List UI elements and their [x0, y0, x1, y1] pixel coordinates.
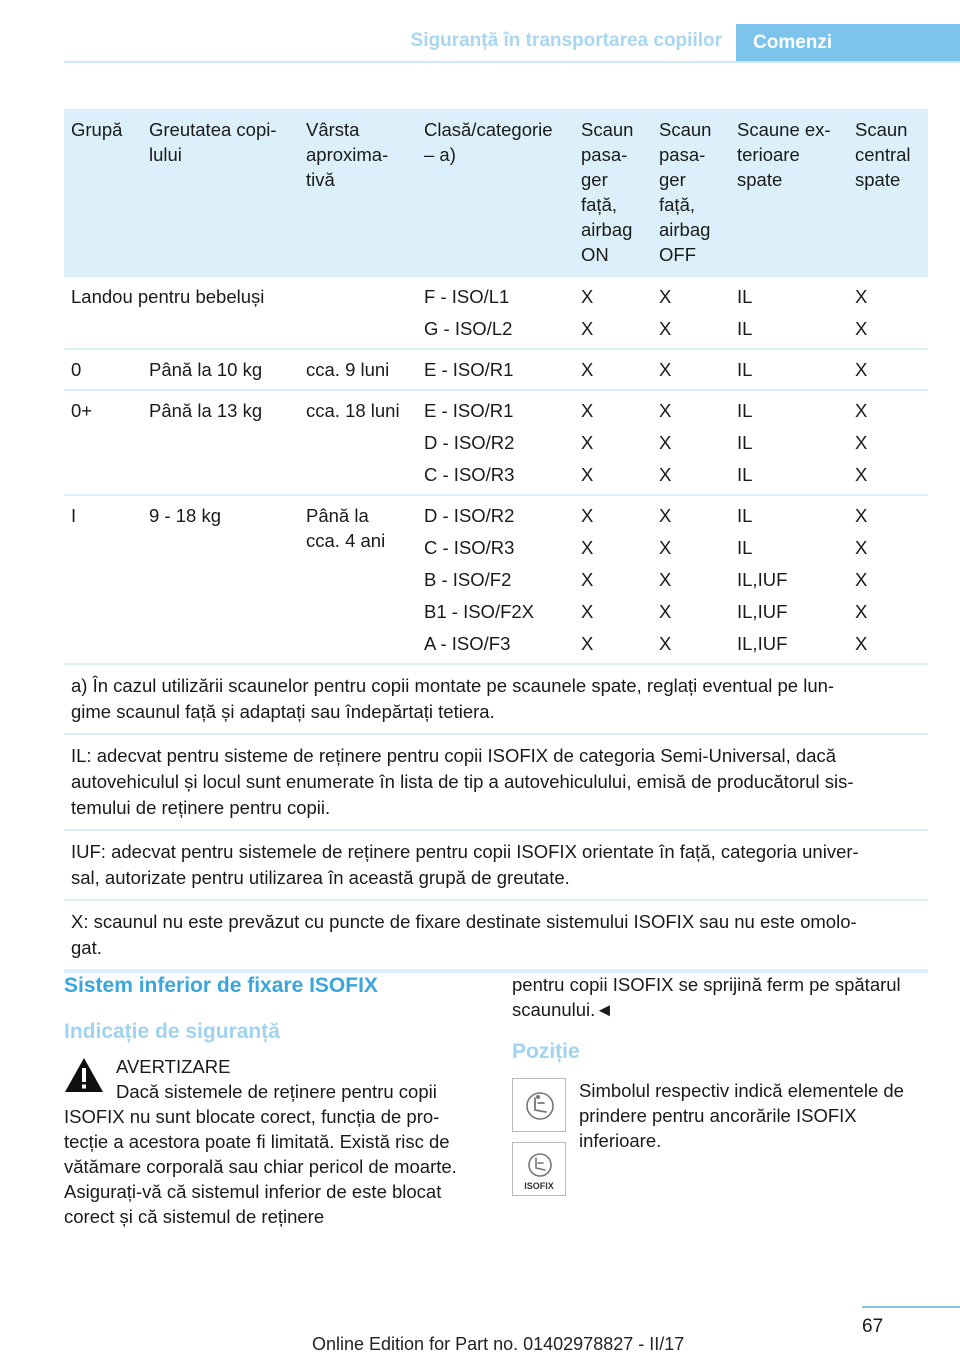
cell-line: E - ISO/R1	[424, 400, 514, 421]
cell-line: F - ISO/L1	[424, 286, 510, 307]
cell-line: X	[855, 286, 868, 307]
position-heading: Poziție	[512, 1040, 580, 1063]
cell-line: X	[659, 569, 672, 590]
isofix-table	[64, 109, 928, 973]
cell-line: D - ISO/R2	[424, 505, 515, 526]
warning-triangle-icon	[64, 1057, 104, 1093]
table-row	[64, 390, 928, 495]
warning-text: Dacă sistemele de reținere pentru copii ISOFIX nu sunt blocate corect, funcția de pro-tecție a acestora poate fi limitată. Există risc de vătămare corporală sau chiar pericol de moarte. Asigurați-vă că sistemul inferior de este blocat corect și că sistemul de reținere	[64, 1081, 457, 1227]
cell-line: A - ISO/F3	[424, 633, 511, 654]
table-cell	[652, 277, 730, 349]
cell-line: IL	[737, 318, 753, 339]
page-number: 67	[862, 1316, 884, 1337]
table-cell	[417, 390, 574, 495]
table-cell	[848, 349, 928, 390]
cell-line: B - ISO/F2	[424, 569, 512, 590]
table-cell	[848, 495, 928, 664]
cell-line: X	[855, 601, 868, 622]
cell-line: IL,IUF	[737, 569, 788, 590]
cell-line: X	[855, 569, 868, 590]
table-cell	[730, 495, 848, 664]
isofix-seat-icon	[512, 1078, 566, 1132]
column-header: Scaun central spate	[848, 109, 928, 277]
cell-line: X	[659, 464, 672, 485]
warning-continued: pentru copii ISOFIX se sprijină ferm pe spătarul scaunului.◄	[512, 974, 901, 1020]
cell-line: IL	[737, 359, 753, 380]
table-cell	[848, 390, 928, 495]
cell-line: D - ISO/R2	[424, 432, 515, 453]
cell-line: X	[581, 318, 594, 339]
table-cell: Până la 10 kg	[142, 349, 299, 390]
column-header: Greutatea copi- lului	[142, 109, 299, 277]
table-cell: X: scaunul nu este prevăzut cu puncte de fixare destinate sistemului ISOFIX sau nu este omolo- gat.	[64, 900, 928, 971]
table-footnote-row	[64, 734, 928, 830]
cell-line: X	[855, 432, 868, 453]
cell-line: X	[659, 400, 672, 421]
cell-line: X	[581, 537, 594, 558]
edition-note: Online Edition for Part no. 01402978827 - II/17	[312, 1334, 685, 1354]
table-cell	[417, 495, 574, 664]
position-row	[512, 1078, 932, 1191]
cell-line: X	[581, 359, 594, 380]
cell-line: E - ISO/R1	[424, 359, 514, 380]
cell-line: X	[659, 537, 672, 558]
table-cell	[730, 277, 848, 349]
column-header: Scaun pasa- ger față, airbag ON	[574, 109, 652, 277]
position-icons	[512, 1078, 566, 1196]
isofix-label: ISOFIX	[524, 1181, 554, 1191]
table-cell: IUF: adecvat pentru sistemele de reținere pentru copii ISOFIX orientate în față, categoria univer- sal, autorizate pentru utilizarea în această grupă de greutate.	[64, 830, 928, 900]
cell-line: X	[659, 359, 672, 380]
table-cell	[574, 277, 652, 349]
header-rule	[64, 61, 960, 63]
table-cell: Până la cca. 4 ani	[299, 495, 417, 664]
table-cell	[848, 277, 928, 349]
table-cell: I	[64, 495, 142, 664]
cell-line: X	[855, 318, 868, 339]
isofix-label-icon	[512, 1142, 566, 1196]
left-column	[64, 972, 478, 1229]
cell-line: X	[855, 633, 868, 654]
table-cell	[574, 349, 652, 390]
safety-heading: Indicație de siguranță	[64, 1020, 280, 1043]
section-title: Siguranță în transportarea copiilor	[410, 30, 722, 51]
chapter-tab: Comenzi	[736, 24, 960, 61]
cell-line: IL	[737, 286, 753, 307]
cell-line: X	[659, 318, 672, 339]
cell-line: X	[581, 464, 594, 485]
table-footnote-row	[64, 830, 928, 900]
cell-line: IL	[737, 432, 753, 453]
warning-title: AVERTIZARE	[116, 1056, 231, 1077]
cell-line: X	[659, 432, 672, 453]
cell-line: X	[855, 464, 868, 485]
column-header: Clasă/categorie – a)	[417, 109, 574, 277]
cell-line: X	[855, 400, 868, 421]
table-cell	[417, 349, 574, 390]
cell-line: X	[855, 505, 868, 526]
column-header: Scaun pasa- ger față, airbag OFF	[652, 109, 730, 277]
table-cell	[652, 349, 730, 390]
cell-line: X	[581, 286, 594, 307]
table-row	[64, 495, 928, 664]
table-row	[64, 277, 928, 349]
right-column	[512, 972, 932, 1191]
table-cell	[652, 390, 730, 495]
column-header: Vârsta aproxima- tivă	[299, 109, 417, 277]
cell-line: X	[581, 569, 594, 590]
cell-line: X	[855, 359, 868, 380]
cell-line: X	[581, 601, 594, 622]
table-cell: cca. 9 luni	[299, 349, 417, 390]
table-cell	[574, 390, 652, 495]
section-heading: Sistem inferior de fixare ISOFIX	[64, 974, 378, 997]
cell-line: X	[581, 633, 594, 654]
table-cell	[730, 349, 848, 390]
cell-line: X	[581, 432, 594, 453]
cell-line: C - ISO/R3	[424, 464, 515, 485]
cell-line: IL	[737, 400, 753, 421]
table-cell	[730, 390, 848, 495]
cell-line: B1 - ISO/F2X	[424, 601, 535, 622]
cell-line: X	[855, 537, 868, 558]
cell-line: X	[581, 505, 594, 526]
table-cell	[417, 277, 574, 349]
cell-line: X	[581, 400, 594, 421]
cell-line: C - ISO/R3	[424, 537, 515, 558]
page-header	[0, 0, 960, 62]
table-cell: 0	[64, 349, 142, 390]
table-cell: Până la 13 kg	[142, 390, 299, 495]
cell-line: X	[659, 505, 672, 526]
cell-line: X	[659, 633, 672, 654]
table-header-row	[64, 109, 928, 277]
table-cell: Landou pentru bebeluși	[64, 277, 417, 349]
table-cell	[574, 495, 652, 664]
cell-line: IL	[737, 464, 753, 485]
cell-line: X	[659, 286, 672, 307]
cell-line: IL,IUF	[737, 633, 788, 654]
table-cell: 9 - 18 kg	[142, 495, 299, 664]
cell-line: G - ISO/L2	[424, 318, 513, 339]
cell-line: X	[659, 601, 672, 622]
footer-rule	[862, 1306, 960, 1308]
table-footnote-row	[64, 664, 928, 734]
table-cell: a) În cazul utilizării scaunelor pentru copii montate pe scaunele spate, reglați eventual pe lun- gime scaunul față și adaptați sau îndepărtați tetiera.	[64, 664, 928, 734]
column-header: Grupă	[64, 109, 142, 277]
cell-line: IL	[737, 505, 753, 526]
table-footnote-row	[64, 900, 928, 971]
table-row	[64, 349, 928, 390]
warning-block	[64, 1054, 478, 1229]
column-header: Scaune ex- terioare spate	[730, 109, 848, 277]
table-cell	[652, 495, 730, 664]
cell-line: IL,IUF	[737, 601, 788, 622]
cell-line: IL	[737, 537, 753, 558]
table-cell: 0+	[64, 390, 142, 495]
table-cell: cca. 18 luni	[299, 390, 417, 495]
position-text: Simbolul respectiv indică elementele de prindere pentru ancorările ISOFIX inferioare.	[579, 1080, 904, 1151]
table-cell: IL: adecvat pentru sisteme de reținere pentru copii ISOFIX de categoria Semi-Universal, dacă autovehiculul și locul sunt enumerate în lista de tip a autovehiculului, emisă de producătorul sis- temului de reținere pentru copii.	[64, 734, 928, 830]
